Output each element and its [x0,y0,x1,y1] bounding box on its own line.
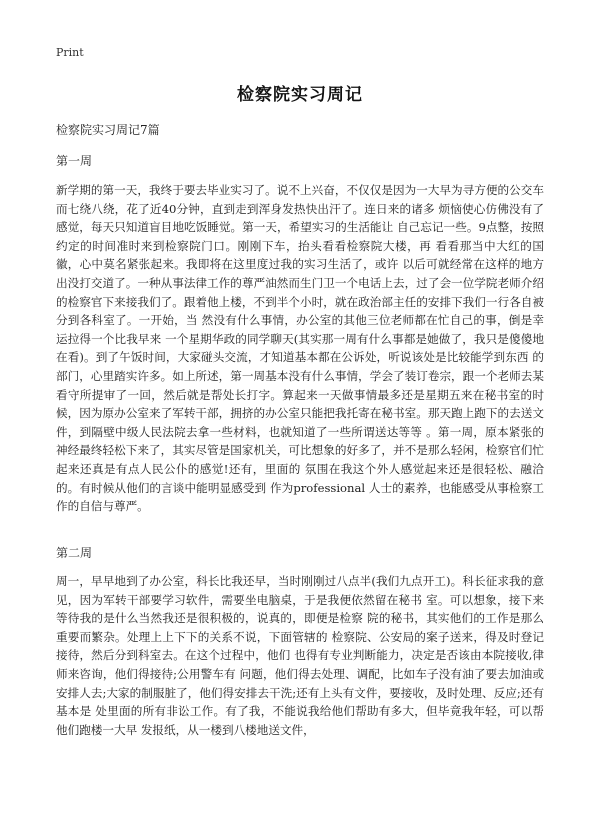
week-1-heading: 第一周 [56,154,93,168]
document-subtitle: 检察院实习周记7篇 [56,123,160,137]
week-1-paragraph: 新学期的第一天，我终于要去毕业实习了。说不上兴奋，不仅仅是因为一大早为寻方便的公交车而七绕八绕，花了近40分钟，直到走到浑身发热快出汗了。连日来的诸多 烦恼使心仿佛没有了感觉，每天只知道盲目地吃饭睡觉。第一天，希望实习的生活能让 自己忘记一些。9点整，按照约定的时间准时来到检察院门口。刚刚下车，抬头看看检察院大楼，再 看看那当中大红的国徽，心中莫名紧张起来。我即将在这里度过我的实习生活了，或许 以后可就经常在这样的地方出没打交道了。一种从事法律工作的尊严油然而生门卫一个电话上去，过了会一位学院老师介绍的检察官下来接我们了。跟着他上楼，不到半个小时，就在政治部主任的安排下我们一行各自被分到各科室了。一开始，当 然没有什么事情，办公室的其他三位老师都在忙自己的事，倒是幸运拉得一个比我早来 一个星期华政的同学聊天(其实那一周有什么事都是她做了，我只是傻傻地在看)。到了午饭时间，大家碰头交流，才知道基本都在公诉处，听说该处是比较能学到东西 的部门，心里踏实许多。如上所述，第一周基本没有什么事情，学会了装订卷宗，跟一个老师去某看守所提审了一回，然后就是帮处长打字。算起来一天做事情最多还是星期五来在秘书室的时候，因为原办公室来了军转干部，拥挤的办公室只能把我托寄在秘书室。那天跑上跑下的去送文件，到隔壁中级人民法院去拿一些材料，也就知道了一些所谓送达等等 。第一周，原本紧张的神经最终轻松下来了，其实尽管是国家机关，可比想象的好多了，并不是那么轻闲，检察官们忙起来还真是有点人民公仆的感觉!还有，里面的 氛围在我这个外人感觉起来还是很轻松、融洽的。有时候从他们的言谈中能明显感受到 作为professional 人士的素养，也能感受从事检察工作的自信与尊严。 [56,183,544,514]
week-2-heading: 第二周 [56,546,93,560]
print-label: Print [56,46,84,59]
week-2-paragraph: 周一，早早地到了办公室，科长比我还早，当时刚刚过八点半(我们九点开工)。科长征求我的意见，因为军转干部要学习软件，需要坐电脑桌，于是我便依然留在秘书 室。可以想象，接下来等待我的是什么当然我还是很积极的，说真的，即便是检察 院的秘书，其实他们的工作是那么重要而繁杂。处理上上下下的关系不说，下面管辖的 检察院、公安局的案子送来，得及时登记接待，然后分到科室去。在这个过程中，他们 也得有专业判断能力，决定是否该由本院接收,律师来咨询，他们得接待;公用警车有 问题，他们得去处理、调配，比如车子没有油了要去加油或安排人去;大家的制服脏了，他们得安排去干洗;还有上头有文件，要接收，及时处理、反应;还有基本是 处里面的所有非讼工作。有了我，不能说我给他们帮助有多大，但毕竟我年轻，可以帮他们跑楼一大早 发报纸，从一楼到八楼地送文件， [56,574,544,737]
document-title: 检察院实习周记 [237,85,363,105]
